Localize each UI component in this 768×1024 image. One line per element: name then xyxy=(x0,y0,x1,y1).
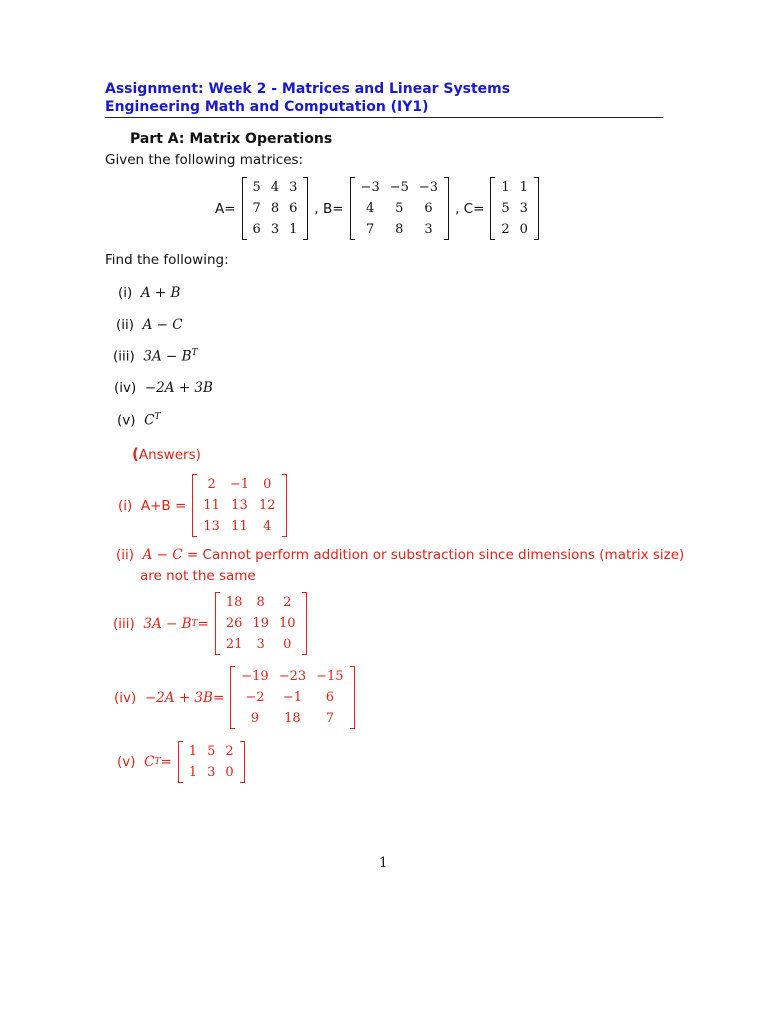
part-a-title: Part A: Matrix Operations xyxy=(130,131,333,147)
matrix-cell: 8 xyxy=(256,595,265,610)
matrix-cell: 7 xyxy=(252,201,261,216)
matrix-cell: 0 xyxy=(225,765,234,780)
matrix-cell: −3 xyxy=(360,180,380,195)
matrix-cell: 4 xyxy=(270,180,280,195)
matrix-cell: −5 xyxy=(389,180,409,195)
matrix-cell: 5 xyxy=(252,180,261,195)
find-text: Find the following: xyxy=(105,252,229,268)
assignment-title: Assignment: Week 2 - Matrices and Linear Systems xyxy=(105,81,511,97)
matrix-cell: −1 xyxy=(229,477,250,492)
answer-4: (iv) −2A + 3B = −19 −23 −15 −2 −1 6 9 18 7 xyxy=(114,666,355,729)
matrix-cell: 11 xyxy=(203,498,220,513)
matrix-cell: 21 xyxy=(225,637,243,652)
matrix-cell: 1 xyxy=(188,744,198,759)
given-matrices xyxy=(215,177,539,240)
intro-text: Given the following matrices: xyxy=(105,152,304,168)
question-3: (iii) $3A - B^T$ xyxy=(113,348,198,365)
matrix-cell: 10 xyxy=(278,616,296,631)
answer-3: (iii) 3A − B T = 18 8 2 26 19 10 21 3 0 xyxy=(113,592,307,655)
header-rule xyxy=(105,117,663,118)
matrix-cell: 0 xyxy=(263,477,272,492)
question-5: (v) $C^T$ xyxy=(117,412,161,429)
matrix-cell: 6 xyxy=(325,690,334,705)
matrix-cell: 2 xyxy=(225,744,234,759)
matrix-cell: −23 xyxy=(278,669,307,684)
matrix-cell: 7 xyxy=(365,222,375,237)
matrix-cell: 7 xyxy=(325,711,334,726)
matrix-cell: 3 xyxy=(256,637,265,652)
matrix-cell: 8 xyxy=(395,222,404,237)
matrix-cell: 3 xyxy=(207,765,216,780)
question-1: (i) A + B xyxy=(118,285,181,301)
matrix-cell: −19 xyxy=(241,669,269,684)
label-c: , C= xyxy=(455,200,485,217)
matrix-cell: 1 xyxy=(188,765,198,780)
answer-5: (v) C T = 1 5 2 1 3 0 xyxy=(117,741,245,783)
matrix-cell: 3 xyxy=(519,201,528,216)
matrix-cell: 26 xyxy=(225,616,243,631)
matrix-cell: 6 xyxy=(289,201,298,216)
matrix-cell: 2 xyxy=(501,222,510,237)
matrix-cell: 13 xyxy=(203,519,220,534)
matrix-cell: 2 xyxy=(283,595,292,610)
matrix-cell: 0 xyxy=(283,637,292,652)
matrix-cell: 18 xyxy=(225,595,243,610)
label-a: A= xyxy=(215,200,236,217)
answers-heading: (Answers) xyxy=(132,445,201,463)
matrix-cell: 19 xyxy=(252,616,269,631)
matrix-cell: −15 xyxy=(316,669,344,684)
answer-3-matrix xyxy=(215,592,307,655)
matrix-cell: 5 xyxy=(207,744,216,759)
answer-1-matrix xyxy=(192,474,286,537)
matrix-cell: −3 xyxy=(418,180,439,195)
answer-2: (ii) A − C = Cannot perform addition or substraction since dimensions (matrix size) xyxy=(116,547,685,563)
matrix-cell: −1 xyxy=(282,690,302,705)
matrix-cell: 4 xyxy=(263,519,272,534)
matrix-cell: 3 xyxy=(270,222,280,237)
matrix-cell: 6 xyxy=(252,222,261,237)
matrix-cell: 1 xyxy=(519,180,528,195)
matrix-cell: 1 xyxy=(501,180,510,195)
matrix-cell: 8 xyxy=(270,201,280,216)
question-2: (ii) A − C xyxy=(116,317,183,333)
matrix-cell: 5 xyxy=(395,201,404,216)
answer-1: (i) A+B = 2 −1 0 11 13 12 13 11 4 xyxy=(118,474,287,537)
matrix-cell: 1 xyxy=(289,222,298,237)
matrix-cell: 6 xyxy=(424,201,433,216)
answer-4-matrix xyxy=(230,666,354,729)
matrix-cell: 11 xyxy=(231,519,248,534)
course-title: Engineering Math and Computation (IY1) xyxy=(105,99,429,115)
label-b: , B= xyxy=(314,200,344,217)
matrix-cell: 2 xyxy=(207,477,216,492)
matrix-cell: 13 xyxy=(231,498,248,513)
answer-5-matrix xyxy=(178,741,245,783)
matrix-b xyxy=(350,177,450,240)
matrix-cell: 3 xyxy=(289,180,298,195)
matrix-cell: 5 xyxy=(501,201,510,216)
page-number: 1 xyxy=(379,855,388,871)
matrix-c xyxy=(490,177,539,240)
matrix-cell: 4 xyxy=(365,201,375,216)
matrix-cell: −2 xyxy=(245,690,265,705)
matrix-cell: 9 xyxy=(250,711,260,726)
answer-2-continued: are not the same xyxy=(140,568,256,584)
matrix-cell: 18 xyxy=(284,711,301,726)
matrix-cell: 0 xyxy=(519,222,528,237)
question-4: (iv) −2A + 3B xyxy=(114,380,213,396)
matrix-cell: 3 xyxy=(424,222,433,237)
matrix-a xyxy=(242,177,309,240)
matrix-cell: 12 xyxy=(259,498,276,513)
